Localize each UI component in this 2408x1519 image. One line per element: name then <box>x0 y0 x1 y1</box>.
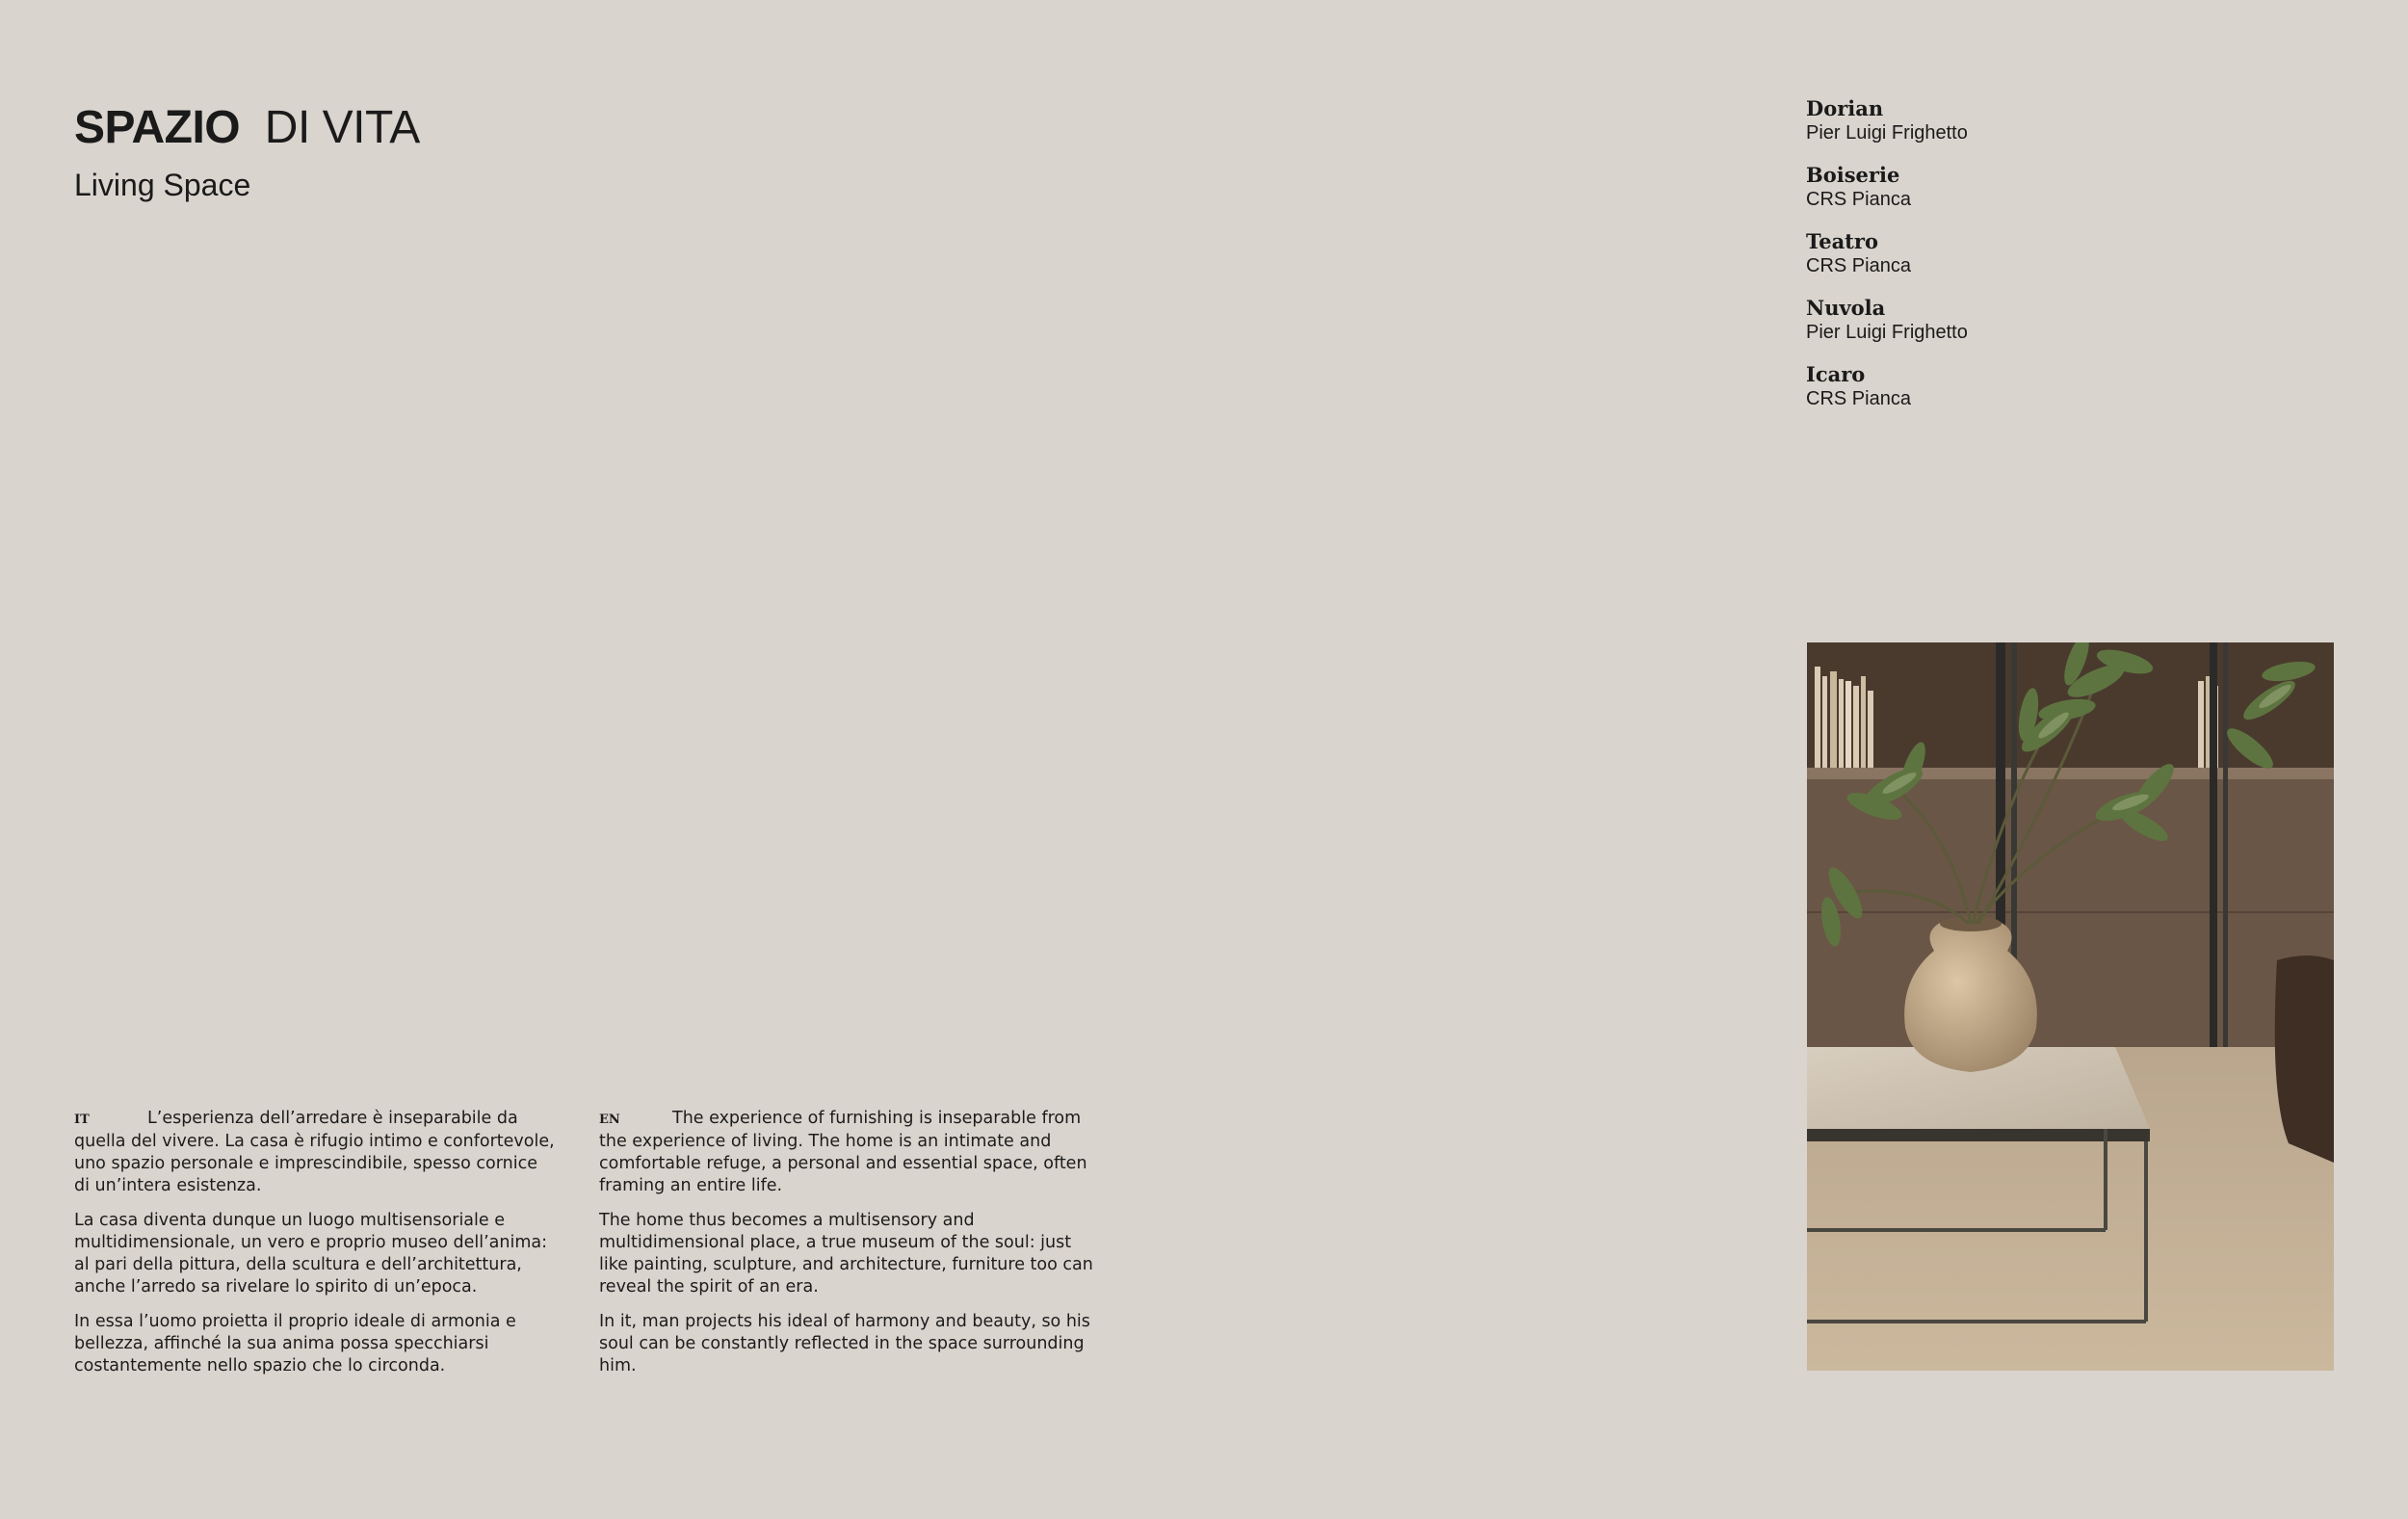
credit-designer: Pier Luigi Frighetto <box>1806 322 1968 343</box>
language-label-en: EN <box>599 1113 620 1127</box>
credit-designer: Pier Luigi Frighetto <box>1806 122 1968 144</box>
italian-text-column <box>74 1108 556 1390</box>
paragraph: In essa l’uomo proietta il proprio ideale di armonia e bellezza, affinché la sua anima possa specchiarsi costantemente nello spazio che lo circonda. <box>74 1312 516 1375</box>
credit-name: Boiserie <box>1806 163 1900 187</box>
credit-item <box>1806 229 2191 278</box>
paragraph <box>74 1108 556 1197</box>
language-label-it: IT <box>74 1113 90 1127</box>
paragraph-text: The experience of furnishing is inseparable from the experience of living. The home is an intimate and comfortable refuge, a personal and essential space, often framing an entire life. <box>599 1109 1087 1195</box>
paragraph <box>599 1108 1100 1197</box>
credit-designer: CRS Pianca <box>1806 255 1911 276</box>
credit-name: Teatro <box>1806 229 1878 253</box>
title-block <box>74 100 420 204</box>
paragraph: The home thus becomes a multisensory and multidimensional place, a true museum of the soul: just like painting, sculpture, and architecture, furniture too can reveal the spirit of an era. <box>599 1211 1093 1296</box>
page-subtitle: Living Space <box>74 168 251 202</box>
credit-item <box>1806 362 2191 411</box>
credit-name: Nuvola <box>1806 296 1886 320</box>
credit-item <box>1806 96 2191 145</box>
interior-photo <box>1807 642 2334 1371</box>
credit-designer: CRS Pianca <box>1806 189 1911 210</box>
credit-name: Icaro <box>1806 362 1866 386</box>
title-rest: DI VITA <box>264 102 420 153</box>
paragraph: La casa diventa dunque un luogo multisensoriale e multidimensionale, un vero e proprio museo dell’anima: al pari della pittura, della scultura e dell’architettura, anche l’arredo sa rivelare lo spirito di un’epoca. <box>74 1211 547 1296</box>
product-credits <box>1806 96 2191 429</box>
credit-designer: CRS Pianca <box>1806 388 1911 409</box>
paragraph: In it, man projects his ideal of harmony and beauty, so his soul can be constantly reflected in the space surrounding him. <box>599 1312 1090 1375</box>
credit-item <box>1806 296 2191 345</box>
english-text-column <box>599 1108 1100 1390</box>
credit-name: Dorian <box>1806 96 1884 120</box>
credit-item <box>1806 163 2191 212</box>
page-title <box>74 100 420 156</box>
paragraph-text: L’esperienza dell’arredare è inseparabile da quella del vivere. La casa è rifugio intimo e confortevole, uno spazio personale e imprescindibile, spesso cornice di un’intera esistenza. <box>74 1109 555 1195</box>
title-bold: SPAZIO <box>74 102 241 153</box>
